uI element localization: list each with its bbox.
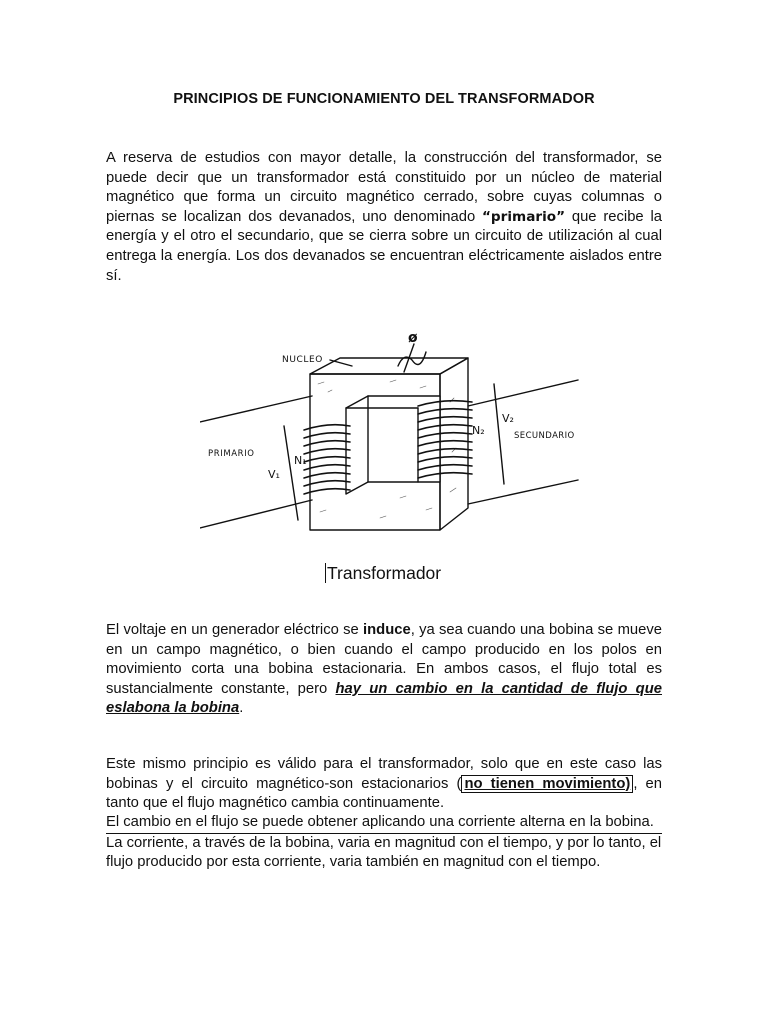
paragraph-transformer-principle — [106, 755, 662, 814]
label-primario: PRIMARIO — [208, 449, 255, 459]
emphasis-flux-change: hay un cambio en la cantidad de flujo que eslabona la bobina — [106, 680, 662, 717]
label-nucleo: NUCLEO — [282, 355, 323, 365]
paragraph-generator-text-c: . — [239, 700, 244, 717]
nucleo-pointer — [330, 360, 352, 366]
paragraph-generator — [106, 621, 662, 719]
transformer-figure — [200, 322, 590, 560]
text-cursor — [325, 563, 326, 583]
paragraph-alternating-current — [106, 813, 662, 873]
label-n1: N₁ — [294, 454, 307, 467]
flux-wave — [398, 352, 426, 366]
label-secundario: SECUNDARIO — [514, 431, 575, 441]
emphasis-no-movement: no tienen movimiento) — [461, 775, 633, 793]
paragraph-intro — [106, 149, 662, 286]
paragraph-generator-text-a: El voltaje en un generador eléctrico se — [106, 622, 364, 638]
paragraph-ac-text-b: La corriente, a través de la bobina, varia en magnitud con el tiempo, y por lo tanto, el flujo producido por esta corriente, varia también en magnitud con el tiempo. — [106, 834, 662, 871]
primary-winding — [304, 425, 350, 494]
label-v2: V₂ — [502, 412, 514, 425]
label-phi: ø — [408, 330, 418, 346]
core-side-face — [440, 358, 468, 530]
paragraph-intro-text-b: que recibe la energía y el otro el secundario, que se cierra sobre un circuito de utilización al cual entrega la energía. Los dos devanados se encuentran eléctricamente aislados entre sí. — [106, 208, 662, 284]
paragraph-ac-underlined-line: El cambio en el flujo se puede obtener aplicando una corriente alterna en la bobina. — [106, 813, 662, 834]
paragraph-principle-text-a: Este mismo principio es válido para el transformador, solo que en este caso las bobinas y el circuito magnético-son estacionarios ( — [106, 756, 662, 792]
secondary-lead-upper — [468, 380, 578, 406]
primary-lead-upper — [200, 396, 312, 422]
label-n2: N₂ — [472, 424, 485, 437]
term-induce: induce — [363, 622, 411, 638]
paragraph-generator-text-b: , ya sea cuando una bobina se mueve en un campo magnético, o bien cuando el campo producido en los polos en movimiento corta una bobina estacionaria. En ambos casos, el flujo total es sustancialmente constante, pero — [106, 622, 662, 697]
paragraph-intro-text-a: A reserva de estudios con mayor detalle, la construcción del transformador, se puede decir que un transformador está constituido por un núcleo de material magnético que forma un circuito magnético cerrado, sobre cuyas columnas o piernas se localizan dos devanados, uno denominado — [106, 150, 662, 225]
figure-caption — [325, 563, 441, 584]
term-primario: “primario” — [482, 208, 566, 225]
figure-caption-text: Transformador — [327, 563, 442, 583]
label-v1: V₁ — [268, 468, 280, 481]
paragraph-principle-text-b: , en tanto que el flujo magnético cambia continuamente. — [106, 775, 662, 812]
core-window — [346, 396, 440, 494]
document-title: PRINCIPIOS DE FUNCIONAMIENTO DEL TRANSFORMADOR — [173, 91, 595, 107]
secondary-lead-lower — [468, 480, 578, 504]
